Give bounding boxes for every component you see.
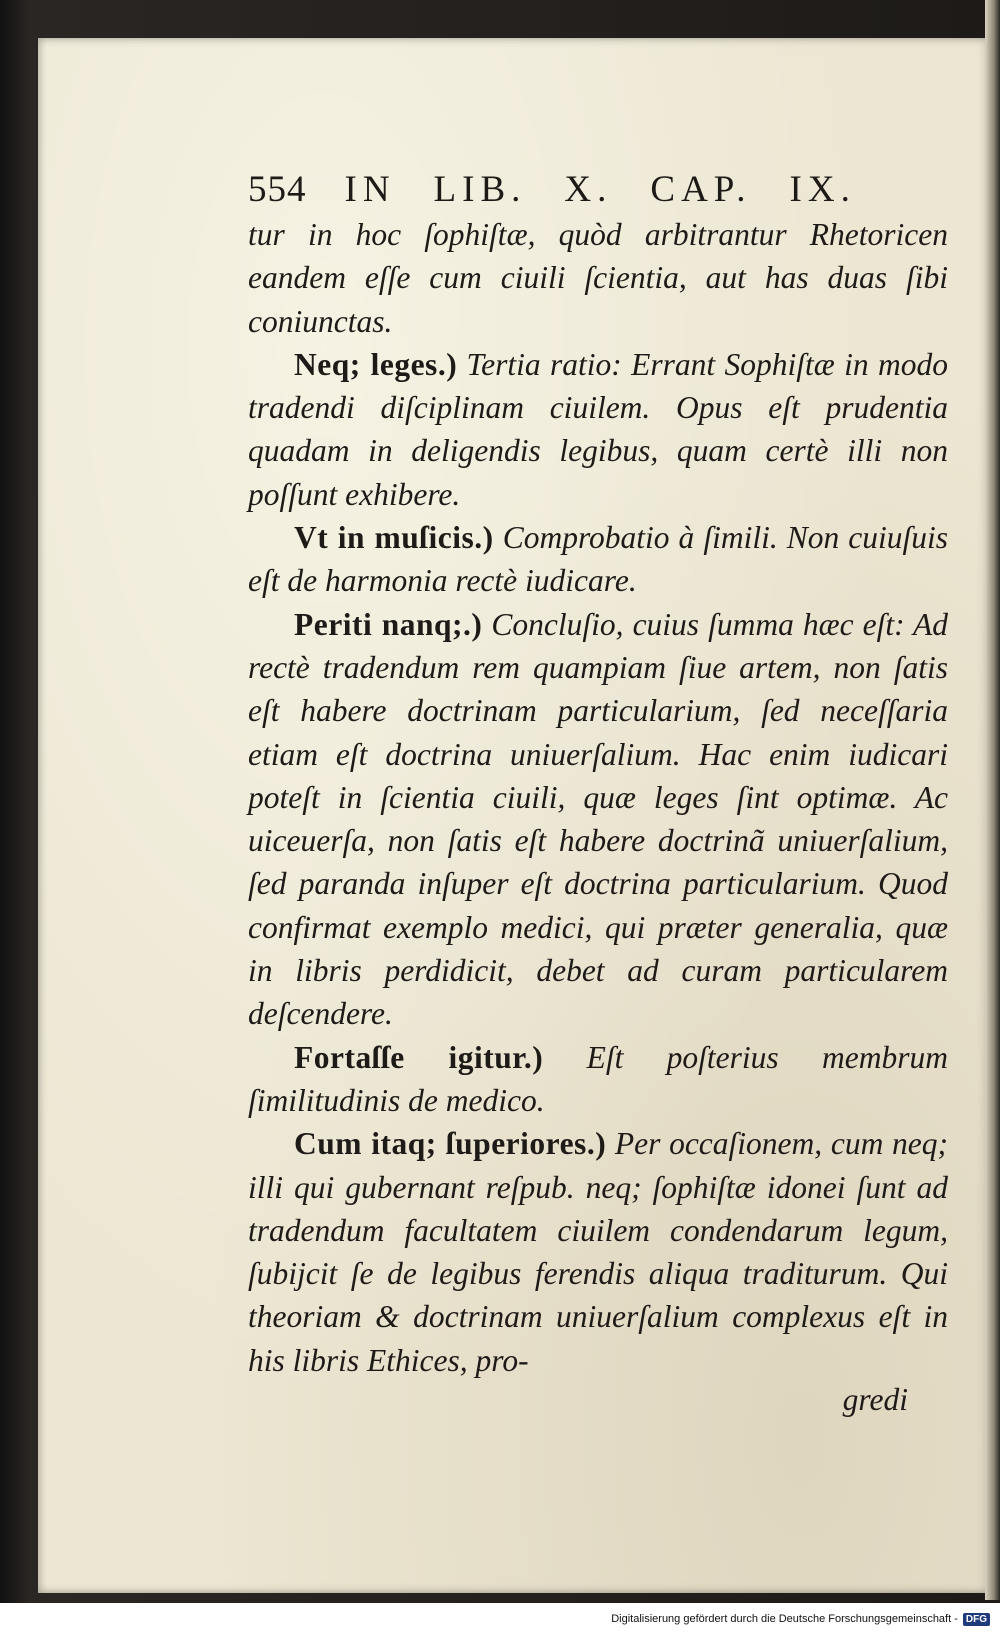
running-title-cap: CAP. — [650, 169, 752, 210]
paragraph — [248, 1122, 948, 1382]
digitization-footer — [0, 1603, 1000, 1635]
paragraph-text: Concluſio, cuius ſumma hæc eſt: Ad rectè tradendum rem quampiam ſiue artem, non ſatis eſt habere doctrinam particularium, ſed neceſſaria etiam eſt doctrina uniuerſalium. Hac enim iudicari poteſt in ſcientia ciuili, quæ leges ſint optimæ. Ac uiceuerſa, non ſatis eſt habere doctrinã uniuerſalium, ſed paranda inſuper eſt doctrina particularium. Quod confirmat exemplo medici, qui præter generalia, quæ in libris perdidicit, debet ad curam particularem deſcendere. — [248, 606, 949, 1032]
paragraph-text: tur in hoc ſophiſtæ, quòd arbitrantur Rhetoricen eandem eſſe cum ciuili ſcientia, aut has duas ſibi coniunctas. — [248, 217, 948, 339]
lemma: Neq; leges.) — [294, 346, 458, 382]
paragraph — [248, 343, 948, 516]
running-title-book: X. — [564, 169, 613, 210]
text-block — [248, 168, 948, 1418]
paragraph-text: Tertia ratio: Errant Sophiſtæ in modo tradendi diſciplinam ciuilem. Opus eſt prudentia quadam in deligendis legibus, quam certè illi non poſſunt exhibere. — [248, 346, 948, 512]
body-text — [248, 213, 948, 1382]
paragraph-text: Eſt poſterius membrum ſimilitudinis de medico. — [248, 1039, 948, 1118]
lemma: Periti nanq;.) — [294, 606, 483, 642]
running-title-chapter: IX. — [789, 169, 856, 210]
page-number: 554 — [248, 169, 307, 210]
paragraph-text: Comprobatio à ſimili. Non cuiuſuis eſt de harmonia rectè iudicare. — [248, 520, 948, 599]
paragraph — [248, 213, 948, 343]
dfg-logo: DFG — [963, 1613, 990, 1626]
lemma: Fortaſſe igitur.) — [294, 1039, 544, 1075]
running-title-in: IN — [344, 169, 396, 210]
lemma: Vt in muſicis.) — [294, 520, 494, 556]
paragraph-text: Per occaſionem, cum neq; illi qui gubernant reſpub. neq; ſophiſtæ idonei ſunt ad tradendum facultatem ciuilem condendarum legum, ſubijcit ſe de legibus ferendis aliqua traditurum. Qui theoriam & doctrinam uniuerſalium complexus eſt in his libris Ethices, pro- — [248, 1126, 948, 1378]
paragraph — [248, 1036, 948, 1123]
running-title-lib: LIB. — [433, 169, 527, 210]
catchword: gredi — [842, 1382, 908, 1418]
page-edge — [985, 0, 1000, 1600]
lemma: Cum itaq; ſuperiores.) — [294, 1126, 607, 1162]
running-head — [248, 168, 948, 211]
paragraph — [248, 516, 948, 603]
footer-text: Digitalisierung gefördert durch die Deutsche Forschungsgemeinschaft - — [611, 1613, 958, 1625]
paragraph — [248, 603, 948, 1036]
